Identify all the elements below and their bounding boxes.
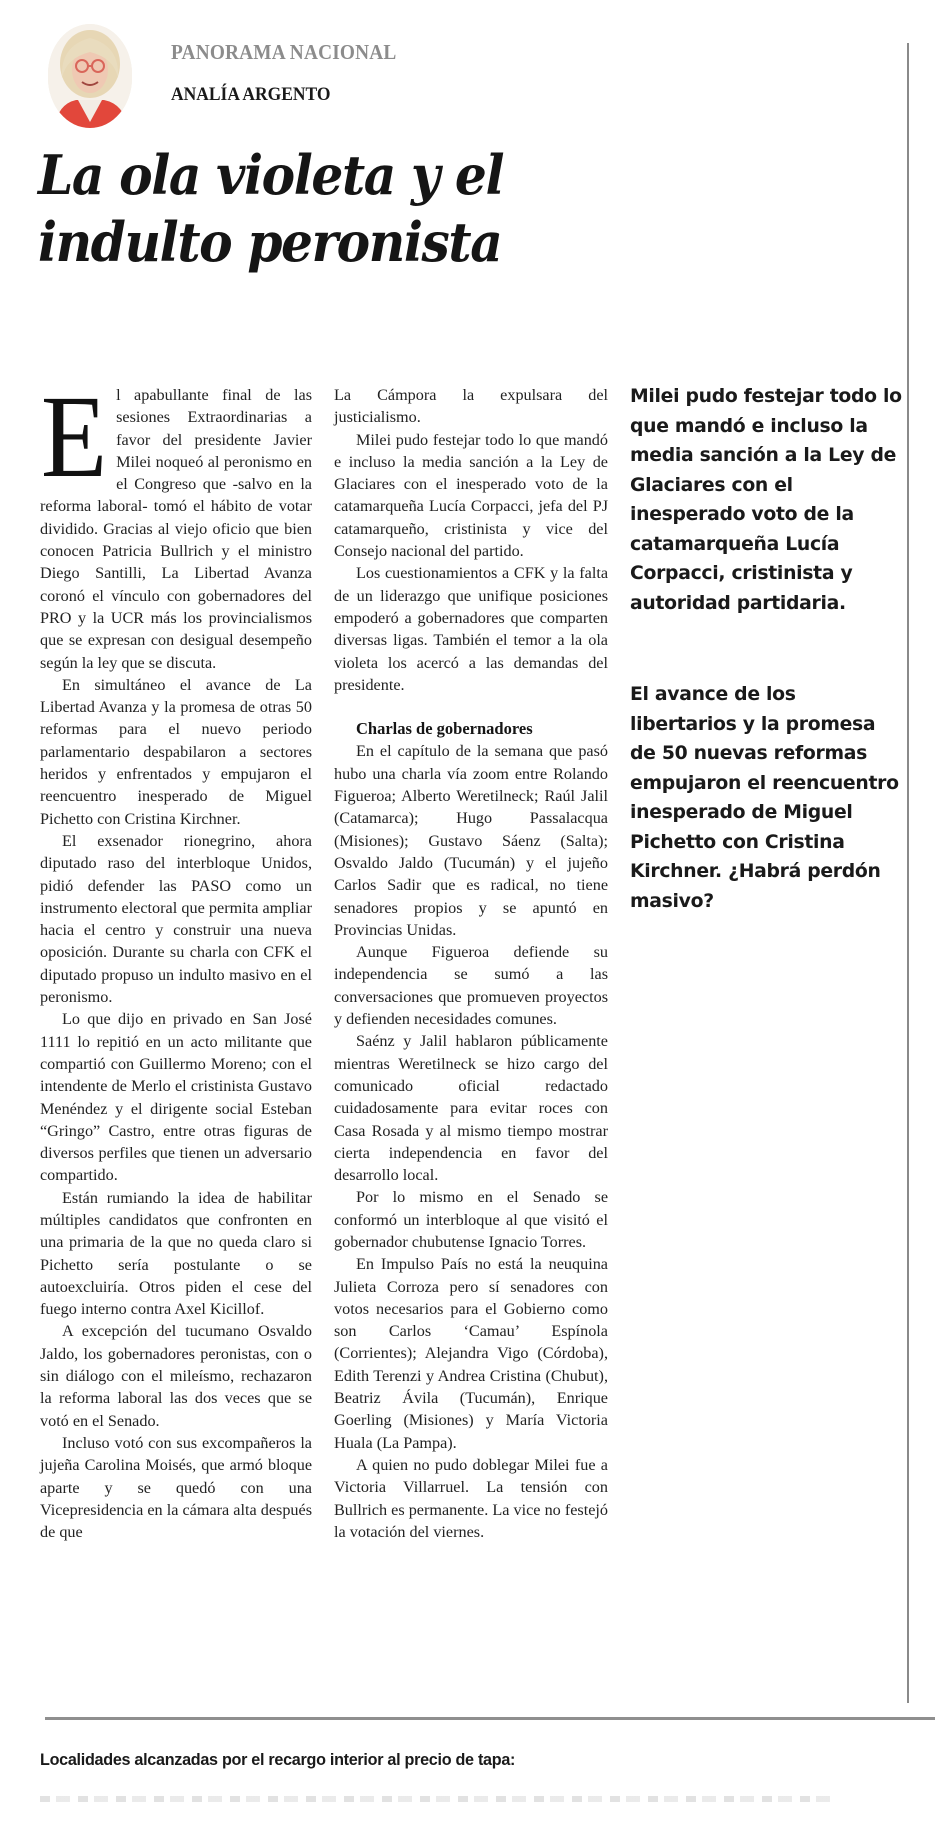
article-paragraph: Saénz y Jalil hablaron públicamente mientras Weretilneck se hizo cargo del comunicado oficial redactado cuidadosamente para evitar roces con Casa Rosada y al mismo tiempo mostrar cierta independencia en favor del desarrollo local. [334,1032,608,1185]
article-paragraph: En simultáneo el avance de La Libertad Avanza y la promesa de otras 50 reformas para el nuevo periodo parlamentario despabilaron a sectores heridos y enfrentados y empujaron el reencuentro inesperado de Miguel Pichetto con Cristina Kirchner. [40,675,312,828]
article-paragraph: Por lo mismo en el Senado se conformó un interbloque al que visitó el gobernador chubutense Ignacio Torres. [334,1188,608,1251]
drop-cap: E [40,371,108,502]
section-label: PANORAMA NACIONAL [171,40,397,64]
article-paragraph: En Impulso País no está la neuquina Julieta Corroza pero sí senadores con votos necesarios para el Gobierno como son Carlos ‘Camau’ Espínola (Corrientes); Alejandra Vigo (Córdoba), Edith Terenzi y Andrea Cristina (Chubut), Beatriz Ávila (Tucumán), Enrique Goerling (Misiones) y María Victoria Huala (La Pampa). [334,1255,608,1452]
headline-line-2: indulto peronista [38,210,502,274]
article-paragraph: Lo que dijo en privado en San José 1111 lo repitió en un acto militante que compartió con Guillermo Moreno; con el intendente de Merlo el cristinista Gustavo Menéndez y el dirigente social Esteban “Gringo” Castro, entre otras figuras de diversos perfiles que tienen un adversario compartido. [40,1010,312,1185]
author-name: ANALÍA ARGENTO [171,84,331,105]
article-paragraph: Incluso votó con sus excompañeros la jujeña Carolina Moisés, que armó bloque aparte y se quedó con una Vicepresidencia en la cámara alta después de que [40,1433,312,1542]
footer-title: Localidades alcanzadas por el recargo interior al precio de tapa: [40,1750,516,1769]
horizontal-divider [45,1717,935,1720]
article-paragraph: A quien no pudo doblegar Milei fue a Victoria Villarruel. La tensión con Bullrich es permanente. La vice no festejó la votación del viernes. [334,1455,608,1541]
footer-cropped-text [40,1796,830,1802]
article-paragraph: El exsenador rionegrino, ahora diputado raso del interbloque Unidos, pidió defender las PASO como un instrumento electoral que permita ampliar hacia el centro y construir una nueva oposición. Durante su charla con CFK el diputado propuso un indulto masivo en el peronismo. [40,831,312,1007]
headline [38,142,559,276]
pull-quote-2: El avance de los libertarios y la promesa de 50 nuevas reformas empujaron el reencuentro inesperado de Miguel Pichetto con Cristina Kirchner. ¿Habrá perdón masivo? [630,684,899,912]
article-paragraph: El apabullante final de las sesiones Extraordinarias a favor del presidente Javier Milei noqueó al peronismo en el Congreso que -salvo en la reforma laboral- tomó el hábito de votar dividido. Gracias al viejo oficio que bien conocen Patricia Bullrich y el ministro Diego Santilli, La Libertad Avanza coronó el vínculo con gobernadores del PRO y la UCR más los provincialismos que se expresan con desigual desempeño según la ley que se discuta. [40,371,312,672]
article-paragraph: En el capítulo de la semana que pasó hubo una charla vía zoom entre Rolando Figueroa; Alberto Weretilneck; Raúl Jalil (Catamarca); Hugo Passalacqua (Misiones); Gustavo Sáenz (Salta); Osvaldo Jaldo (Tucumán) y el jujeño Carlos Sadir que es radical, no tiene senadores propios y se apuntó en Provincias Unidas. [334,742,608,939]
pull-quote-1: Milei pudo festejar todo lo que mandó e incluso la media sanción a la Ley de Glaciares con el inesperado voto de la catamarqueña Lucía Corpacci, cristinista y autoridad partidaria. [630,386,902,614]
subheading: Charlas de gobernadores [356,719,533,739]
article-paragraph: A excepción del tucumano Osvaldo Jaldo, los gobernadores peronistas, con o sin diálogo con el mileísmo, rechazaron la reforma laboral las dos veces que se votó en el Senado. [40,1322,312,1430]
article-column-2 [334,384,608,1543]
article-column-1 [40,371,312,1543]
author-portrait [48,24,132,128]
article-paragraph: Están rumiando la idea de habilitar múltiples candidatos que confronten en una primaria de la que no queda claro si Pichetto sería postulante o se autoexcluiría. Otros piden el cese del fuego interno contra Axel Kicillof. [40,1188,312,1319]
vertical-divider [907,43,909,1703]
article-paragraph: La Cámpora la expulsara del justicialismo. [334,386,608,427]
headline-line-1: La ola violeta y el [38,143,504,207]
article-paragraph: Los cuestionamientos a CFK y la falta de un liderazgo que unifique posiciones empoderó a gobernadores que comparten diversas ligas. También el temor a la ola violeta los acercó a las demandas del presidente. [334,564,608,694]
article-paragraph: Aunque Figueroa defiende su independencia se sumó a las conversaciones que promueven proyectos y defienden necesidades comunes. [334,943,608,1029]
article-paragraph: Milei pudo festejar todo lo que mandó e incluso la media sanción a la Ley de Glaciares con el inesperado voto de la catamarqueña Lucía Corpacci, jefa del PJ catamarqueño, cristinista y vice del Consejo nacional del partido. [334,430,608,561]
